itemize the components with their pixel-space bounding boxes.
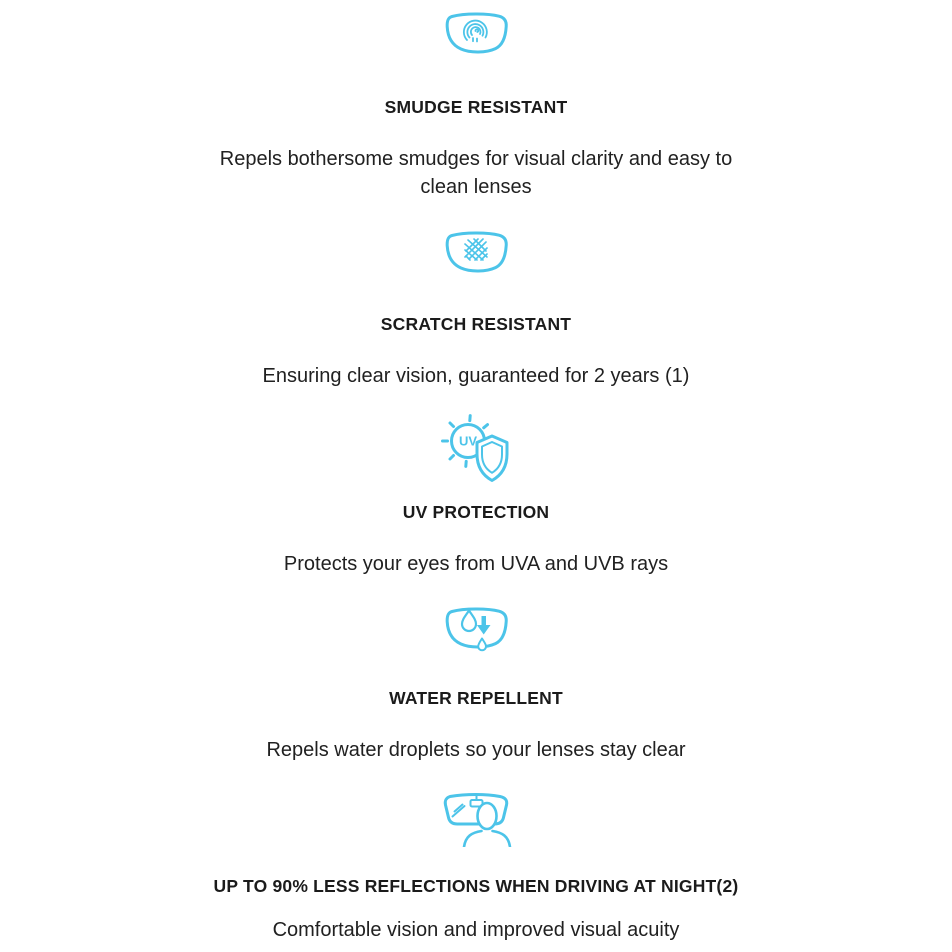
feature-scratch-resistant xyxy=(0,227,952,390)
feature-description: Repels bothersome smudges for visual clarity and easy to clean lenses xyxy=(219,148,733,198)
feature-description: Protects your eyes from UVA and UVB rays xyxy=(283,553,669,575)
feature-description: Ensuring clear vision, guaranteed for 2 years (1) xyxy=(262,365,690,387)
feature-title: SCRATCH RESISTANT xyxy=(380,314,572,334)
feature-title: SMUDGE RESISTANT xyxy=(384,97,568,117)
feature-uv-protection xyxy=(0,414,952,578)
feature-description: Repels water droplets so your lenses stay clear xyxy=(266,739,686,761)
down-arrow-glyph xyxy=(477,616,491,635)
uv-icon-label: UV xyxy=(458,433,478,449)
feature-description: Comfortable vision and improved visual acuity xyxy=(272,919,680,941)
feature-night-driving xyxy=(0,789,952,944)
sun-uv-shield-icon xyxy=(438,414,514,486)
windshield-driver-icon xyxy=(439,789,513,847)
lens-water-droplet-icon xyxy=(442,603,510,657)
feature-smudge-resistant xyxy=(0,8,952,201)
feature-water-repellent xyxy=(0,603,952,764)
feature-title: UV PROTECTION xyxy=(402,502,550,522)
lens-fingerprint-icon xyxy=(442,8,510,60)
lens-crosshatch-icon xyxy=(442,227,510,279)
feature-title: WATER REPELLENT xyxy=(389,688,563,708)
feature-title: UP TO 90% LESS REFLECTIONS WHEN DRIVING AT NIGHT(2) xyxy=(213,876,739,896)
